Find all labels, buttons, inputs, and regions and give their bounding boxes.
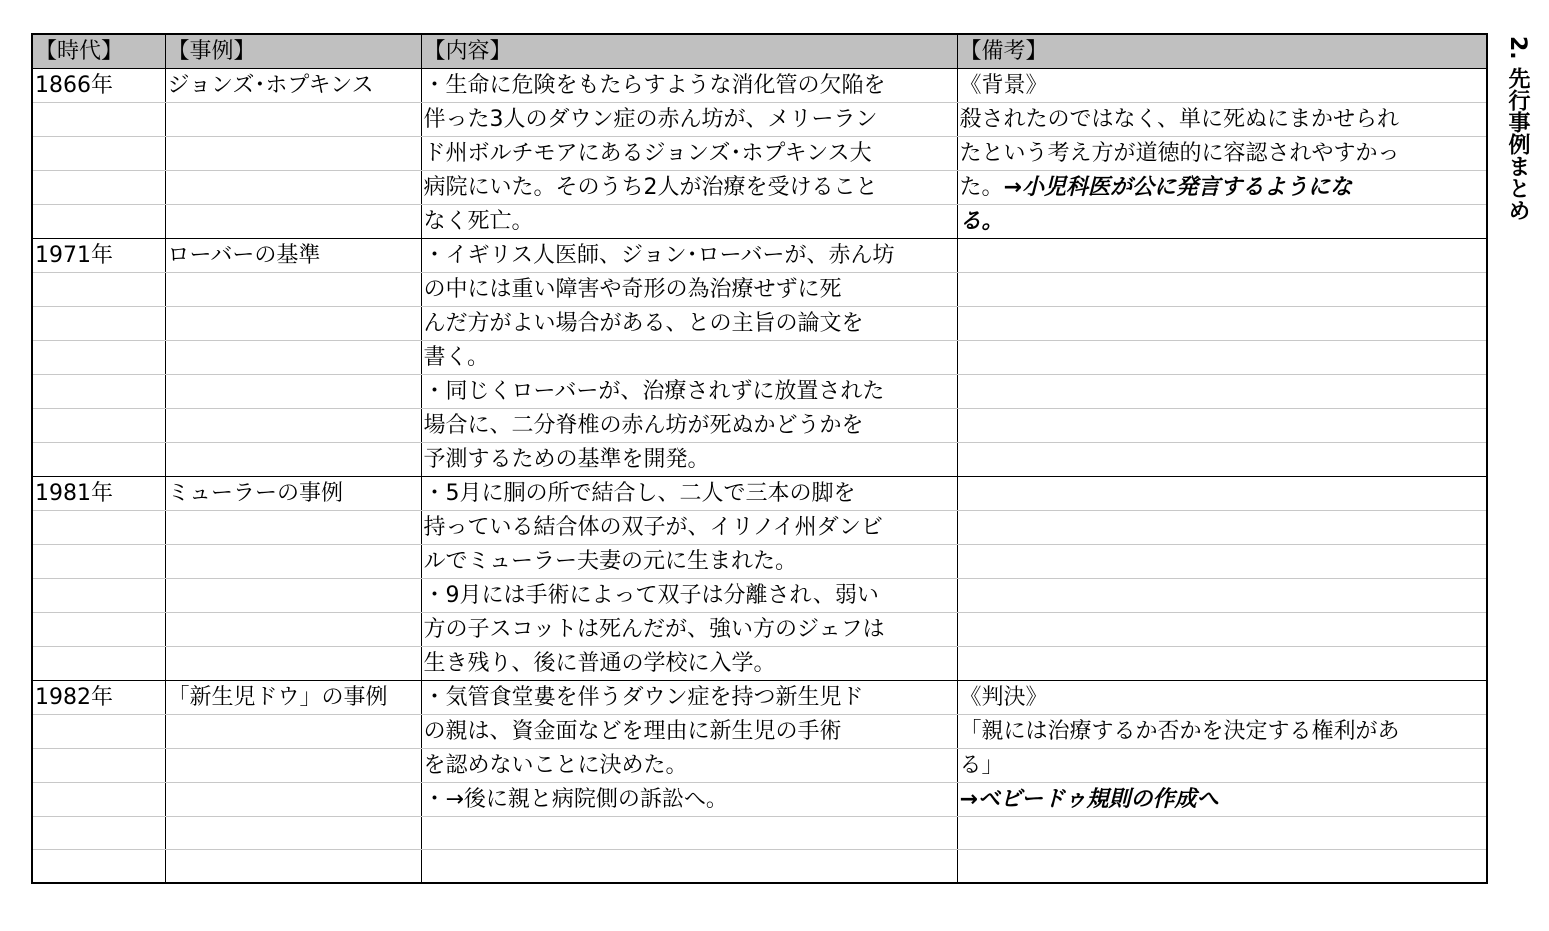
cell-notes[interactable]: る」 [957, 749, 1487, 783]
cell-case[interactable]: ジョンズ･ホプキンス [165, 69, 421, 103]
cell-case[interactable] [165, 205, 421, 239]
cell-content[interactable]: ド州ボルチモアにあるジョンズ･ホプキンス大 [421, 137, 957, 171]
cell-case[interactable] [165, 647, 421, 681]
cell-case[interactable] [165, 783, 421, 817]
cell-era[interactable] [32, 307, 165, 341]
cell-notes[interactable] [957, 205, 1487, 239]
cell-notes[interactable] [957, 511, 1487, 545]
table-row [32, 477, 1487, 511]
cell-case[interactable] [165, 749, 421, 783]
cell-notes[interactable] [957, 477, 1487, 511]
cell-era[interactable] [32, 171, 165, 205]
cell-era[interactable]: 1981年 [32, 477, 165, 511]
cell-content[interactable]: ・9月には手術によって双子は分離され、弱い [421, 579, 957, 613]
case-summary-table [31, 33, 1488, 884]
cell-content[interactable] [421, 817, 957, 850]
cell-content[interactable]: 場合に、二分脊椎の赤ん坊が死ぬかどうかを [421, 409, 957, 443]
table-row [32, 715, 1487, 749]
cell-era[interactable] [32, 511, 165, 545]
table-row [32, 341, 1487, 375]
cell-notes[interactable]: 殺されたのではなく、単に死ぬにまかせられ [957, 103, 1487, 137]
table-row [32, 545, 1487, 579]
cell-notes[interactable] [957, 239, 1487, 273]
table-row [32, 409, 1487, 443]
header-case[interactable]: 【事例】 [165, 34, 421, 69]
cell-notes[interactable] [957, 545, 1487, 579]
cell-case[interactable] [165, 817, 421, 850]
header-content[interactable]: 【内容】 [421, 34, 957, 69]
cell-case[interactable] [165, 341, 421, 375]
cell-case[interactable] [165, 443, 421, 477]
cell-case[interactable] [165, 850, 421, 883]
cell-case[interactable] [165, 579, 421, 613]
cell-content[interactable]: 生き残り、後に普通の学校に入学。 [421, 647, 957, 681]
cell-era[interactable] [32, 579, 165, 613]
cell-notes[interactable] [957, 443, 1487, 477]
cell-content[interactable]: の親は、資金面などを理由に新生児の手術 [421, 715, 957, 749]
cell-notes[interactable] [957, 409, 1487, 443]
cell-content[interactable]: の中には重い障害や奇形の為治療せずに死 [421, 273, 957, 307]
cell-era[interactable]: 1866年 [32, 69, 165, 103]
emphasis-text: →小児科医が公に発言するようにな [1003, 175, 1352, 200]
cell-era[interactable] [32, 613, 165, 647]
cell-notes[interactable] [957, 375, 1487, 409]
table-row [32, 579, 1487, 613]
table-row [32, 613, 1487, 647]
cell-case[interactable] [165, 375, 421, 409]
cell-notes[interactable]: 「親には治療するか否かを決定する権利があ [957, 715, 1487, 749]
cell-era[interactable] [32, 273, 165, 307]
table-row [32, 783, 1487, 817]
cell-case[interactable] [165, 409, 421, 443]
table-row [32, 171, 1487, 205]
table-row [32, 239, 1487, 273]
cell-era[interactable] [32, 817, 165, 850]
cell-case[interactable] [165, 171, 421, 205]
cell-content[interactable]: ・イギリス人医師、ジョン･ローバーが、赤ん坊 [421, 239, 957, 273]
cell-notes[interactable] [957, 783, 1487, 817]
cell-content[interactable]: 病院にいた。そのうち2人が治療を受けること [421, 171, 957, 205]
cell-era[interactable] [32, 341, 165, 375]
cell-content[interactable]: 方の子スコットは死んだが、強い方のジェフは [421, 613, 957, 647]
cell-era[interactable] [32, 850, 165, 883]
cell-era[interactable] [32, 749, 165, 783]
cell-era[interactable] [32, 205, 165, 239]
cell-case[interactable] [165, 613, 421, 647]
cell-notes[interactable]: たという考え方が道徳的に容認されやすかっ [957, 137, 1487, 171]
table-row [32, 443, 1487, 477]
cell-case[interactable] [165, 307, 421, 341]
cell-content[interactable]: ・同じくローバーが、治療されずに放置された [421, 375, 957, 409]
cell-era[interactable] [32, 715, 165, 749]
cell-content[interactable]: ルでミューラー夫妻の元に生まれた。 [421, 545, 957, 579]
table-row [32, 137, 1487, 171]
side-section-title: 2. 先行事例まとめ [1505, 36, 1530, 222]
cell-case[interactable] [165, 511, 421, 545]
header-row [32, 34, 1487, 69]
cell-notes[interactable] [957, 579, 1487, 613]
cell-notes[interactable] [957, 817, 1487, 850]
cell-case[interactable]: ローバーの基準 [165, 239, 421, 273]
cell-era[interactable] [32, 409, 165, 443]
cell-content[interactable]: を認めないことに決めた。 [421, 749, 957, 783]
emphasis-text: る。 [959, 209, 1004, 234]
cell-case[interactable] [165, 273, 421, 307]
cell-content[interactable]: ・気管食堂婁を伴うダウン症を持つ新生児ド [421, 681, 957, 715]
table-row [32, 103, 1487, 137]
table-row [32, 850, 1487, 883]
cell-case[interactable] [165, 103, 421, 137]
table-row [32, 69, 1487, 103]
table-row [32, 647, 1487, 681]
table-row [32, 817, 1487, 850]
cell-case[interactable] [165, 137, 421, 171]
cell-notes[interactable] [957, 341, 1487, 375]
table-row [32, 205, 1487, 239]
cell-notes[interactable]: 《背景》 [957, 69, 1487, 103]
cell-case[interactable] [165, 715, 421, 749]
cell-content[interactable]: 持っている結合体の双子が、イリノイ州ダンビ [421, 511, 957, 545]
cell-content[interactable]: ・5月に胴の所で結合し、二人で三本の脚を [421, 477, 957, 511]
cell-era[interactable] [32, 137, 165, 171]
table-row [32, 681, 1487, 715]
table-row [32, 375, 1487, 409]
table-row [32, 749, 1487, 783]
emphasis-text: →ベビードゥ規則の作成へ [959, 787, 1219, 812]
cell-notes[interactable] [957, 273, 1487, 307]
cell-era[interactable] [32, 375, 165, 409]
cell-era[interactable] [32, 545, 165, 579]
cell-notes[interactable]: 《判決》 [957, 681, 1487, 715]
cell-notes[interactable] [957, 171, 1487, 205]
cell-content[interactable]: んだ方がよい場合がある、との主旨の論文を [421, 307, 957, 341]
cell-content[interactable] [421, 850, 957, 883]
table-row [32, 273, 1487, 307]
cell-case[interactable]: 「新生児ドウ」の事例 [165, 681, 421, 715]
cell-notes[interactable] [957, 307, 1487, 341]
cell-notes[interactable] [957, 647, 1487, 681]
cell-content[interactable]: 伴った3人のダウン症の赤ん坊が、メリーラン [421, 103, 957, 137]
table-row [32, 511, 1487, 545]
cell-era[interactable] [32, 783, 165, 817]
cell-content[interactable]: なく死亡。 [421, 205, 957, 239]
cell-era[interactable] [32, 103, 165, 137]
notes-text: た。 [959, 175, 1004, 200]
cell-era[interactable] [32, 647, 165, 681]
cell-case[interactable]: ミューラーの事例 [165, 477, 421, 511]
cell-era[interactable] [32, 443, 165, 477]
cell-notes[interactable] [957, 613, 1487, 647]
cell-content[interactable]: ・生命に危険をもたらすような消化管の欠陥を [421, 69, 957, 103]
cell-era[interactable]: 1971年 [32, 239, 165, 273]
cell-content[interactable]: ・→後に親と病院側の訴訟へ。 [421, 783, 957, 817]
header-notes[interactable]: 【備考】 [957, 34, 1487, 69]
cell-case[interactable] [165, 545, 421, 579]
table-row [32, 307, 1487, 341]
cell-era[interactable]: 1982年 [32, 681, 165, 715]
cell-content[interactable]: 予測するための基準を開発。 [421, 443, 957, 477]
cell-notes[interactable] [957, 850, 1487, 883]
header-era[interactable]: 【時代】 [32, 34, 165, 69]
cell-content[interactable]: 書く。 [421, 341, 957, 375]
